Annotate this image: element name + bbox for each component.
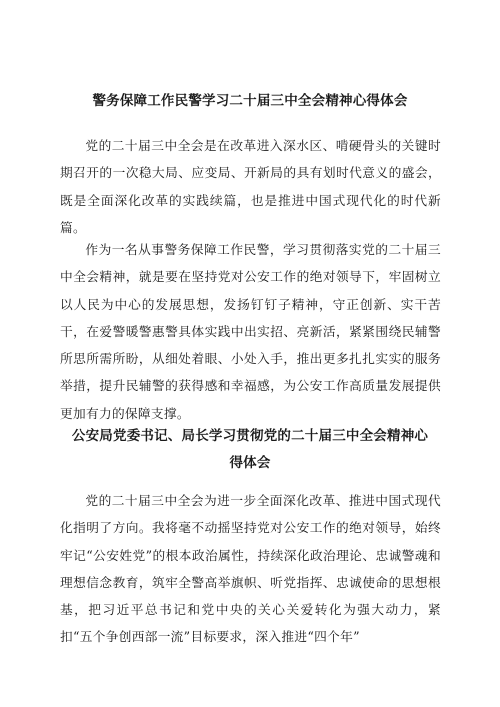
section-title-line: 得体会 [229, 455, 271, 471]
body-paragraph: 党的二十届三中全会是在改革进入深水区、啃硬骨头的关键时期召开的一次稳大局、应变局、开新局的具有划时代意义的盛会，既是全面深化改革的实践续篇，也是推进中国式现代化的时代新篇。 [60, 138, 441, 235]
section-title-line: 公安局党委书记、局长学习贯彻党的二十届三中全会精神心 [71, 428, 429, 444]
body-paragraph: 党的二十届三中全会为进一步全面深化改革、推进中国式现代化指明了方向。我将毫不动摇坚持党对公安工作的绝对领导，始终牢记“公安姓党”的根本政治属性，持续深化政治理论、忠诚警魂和理想信念教育，筑牢全警高举旗帜、听党指挥、忠诚使命的思想根基，把习近平总书记和党中央的关心关爱转化为强大动力，紧扣“五个争创西部一流”目标要求，深入推进“四个年” [60, 493, 441, 645]
section-title: 警务保障工作民警学习二十届三中全会精神心得体会 [92, 93, 408, 109]
body-paragraph: 作为一名从事警务保障工作民警，学习贯彻落实党的二十届三中全会精神，就是要在坚持党对公安工作的绝对领导下，牢固树立以人民为中心的发展思想，发扬钉钉子精神，守正创新、实干苦干，在爱警暖警惠警具体实践中出实招、亮新活，紧紧围绕民辅警所思所需所盼，从细处着眼、小处入手，推出更多扎扎实实的服务举措，提升民辅警的获得感和幸福感，为公安工作高质量发展提供更加有力的保障支撑。 [60, 242, 441, 421]
section-title [60, 423, 440, 477]
